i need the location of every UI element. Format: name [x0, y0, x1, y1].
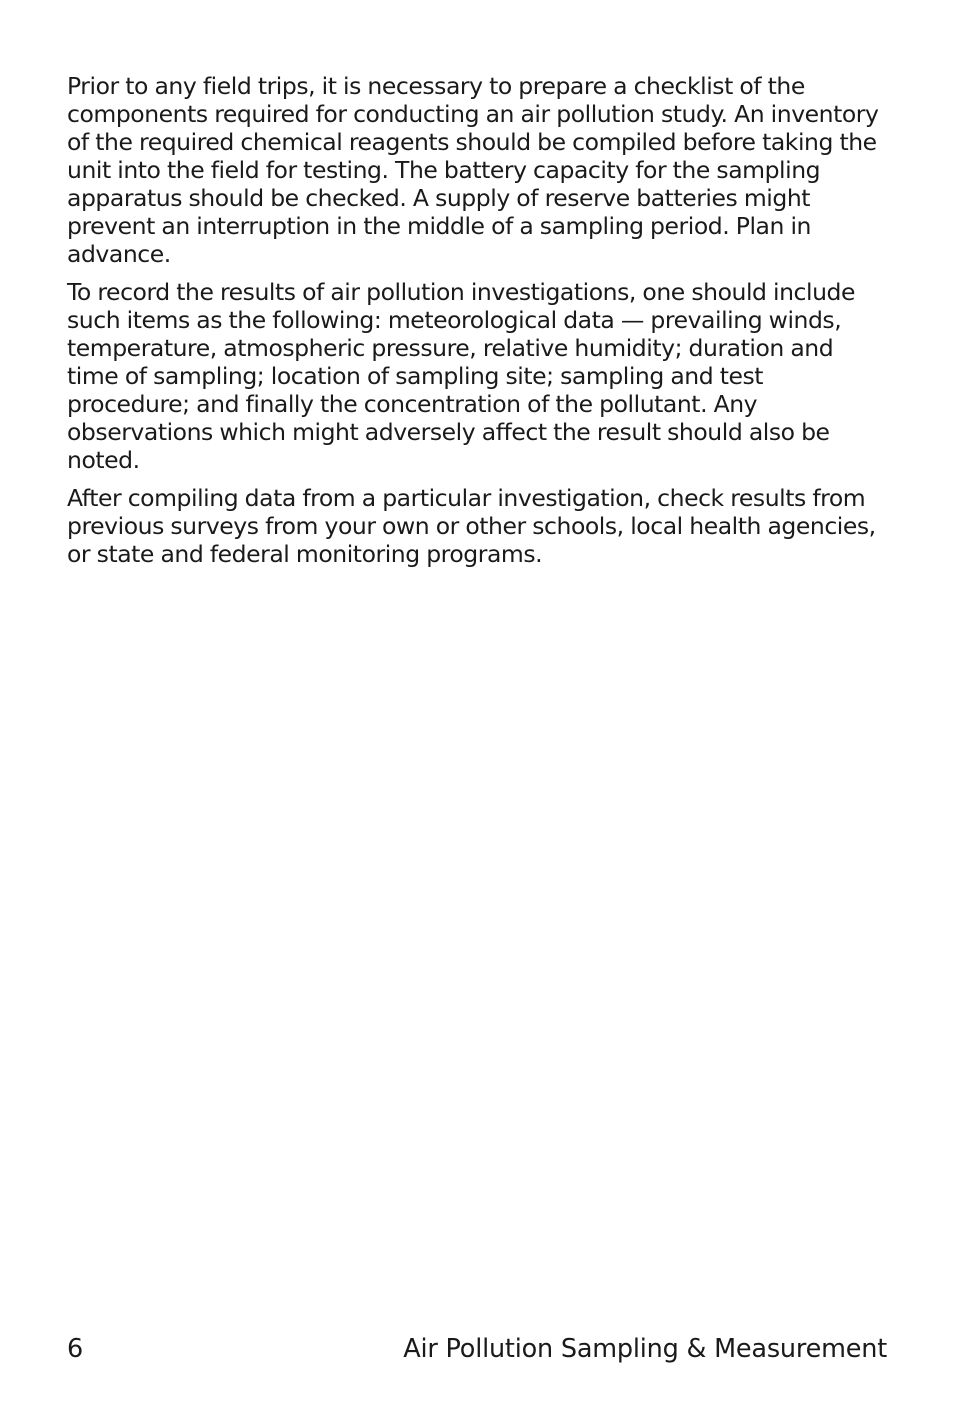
page-footer — [67, 1334, 887, 1368]
paragraph-recording-results: To record the results of air pollution investigations, one should include such items as the following: meteorological data — prevailing winds, temperature, atmospheric pressure, relative humidity; duration and time of sampling; location of sampling site; sampling and test procedure; and finally the concentration of the pollutant. Any observations which might adversely affect the result should also be noted. — [67, 278, 856, 474]
paragraph-field-trip-preparation: Prior to any field trips, it is necessary to prepare a checklist of the components required for conducting an air pollution study. An inventory of the required chemical reagents should be compiled before taking the unit into the field for testing. The battery capacity for the sampling apparatus should be checked. A supply of reserve batteries might prevent an interruption in the middle of a sampling period. Plan in advance. — [67, 72, 879, 268]
paragraph-compiling-data: After compiling data from a particular investigation, check results from previous surveys from your own or other schools, local health agencies, or state and federal monitoring programs. — [67, 484, 876, 568]
body-text — [67, 72, 882, 578]
page-number: 6 — [67, 1334, 84, 1364]
running-title: Air Pollution Sampling & Measurement — [403, 1334, 887, 1364]
